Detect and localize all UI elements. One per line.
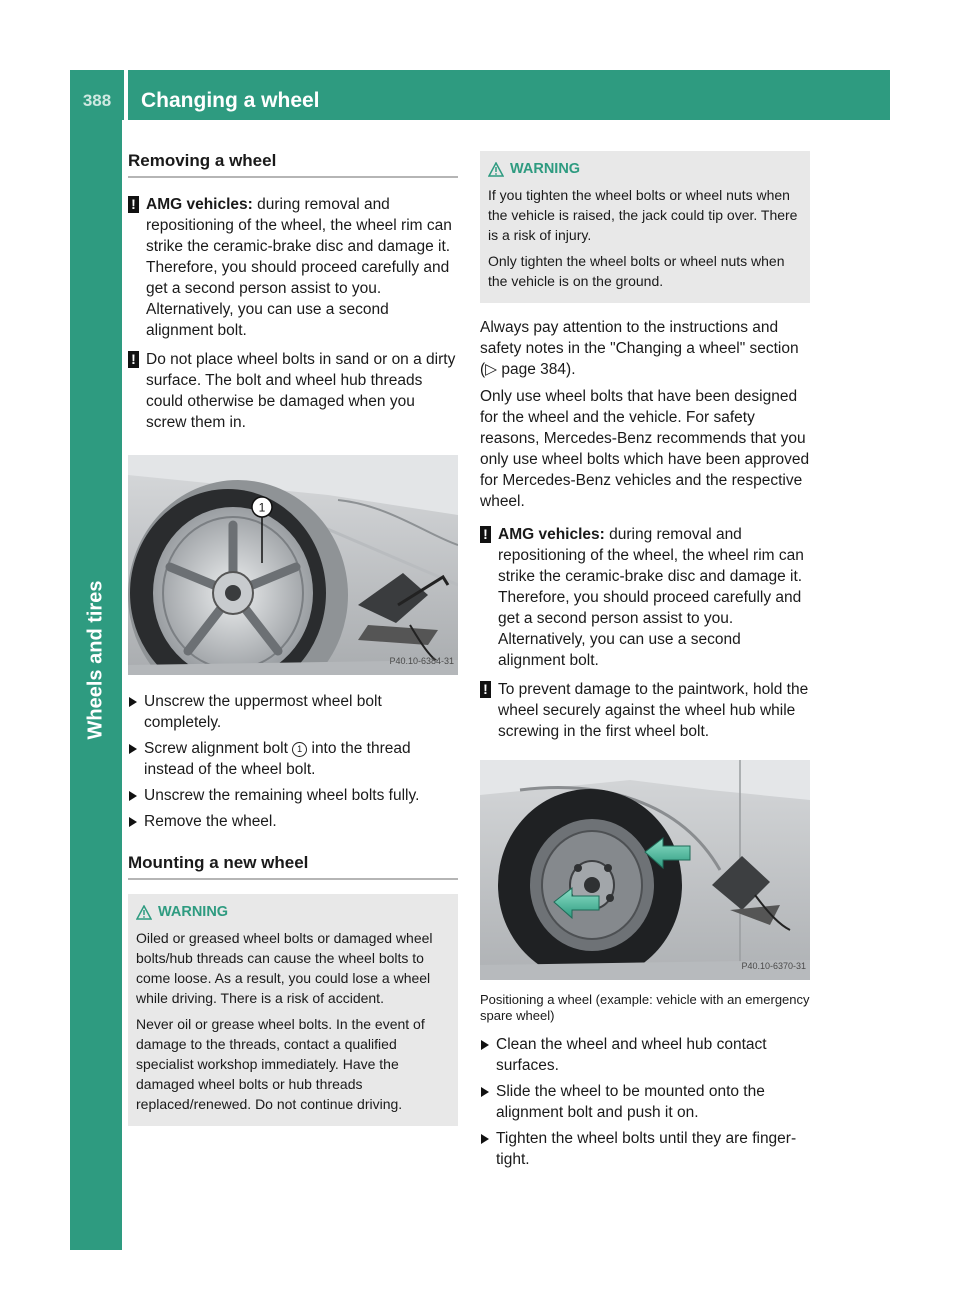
note-paintwork — [480, 679, 810, 742]
callout-1-icon: 1 — [292, 742, 307, 757]
right-column — [480, 151, 810, 1175]
step-item — [480, 1034, 810, 1076]
header-divider — [124, 70, 128, 120]
wheel-removal-drawing — [128, 455, 458, 675]
mounting-heading: Mounting a new wheel — [128, 852, 458, 880]
exclamation-icon: ! — [128, 196, 139, 213]
body-paragraph: Always pay attention to the instructions and safety notes in the "Changing a wheel" section (▷ page 384). — [480, 319, 799, 378]
arrow-icon — [481, 1087, 489, 1097]
exclamation-icon: ! — [480, 681, 491, 698]
side-tab — [70, 120, 122, 1250]
step-item — [128, 811, 458, 832]
step-text: Unscrew the uppermost wheel bolt completely. — [144, 693, 382, 731]
page-title: Changing a wheel — [141, 89, 320, 112]
mounting-steps — [480, 1034, 810, 1170]
arrow-icon — [129, 697, 137, 707]
removing-heading: Removing a wheel — [128, 150, 458, 178]
side-tab-label: Wheels and tires — [84, 580, 107, 740]
step-text: Clean the wheel and wheel hub contact surfaces. — [496, 1036, 767, 1074]
wheel-removal-illustration — [128, 455, 458, 675]
warning-text: If you tighten the wheel bolts or wheel nuts when the vehicle is raised, the jack could tip over. There is a risk of injury. — [488, 187, 798, 243]
arrow-icon — [129, 817, 137, 827]
step-item — [128, 738, 458, 780]
step-text: Screw alignment bolt — [144, 740, 293, 757]
warning-text: Only tighten the wheel bolts or wheel nuts when the vehicle is on the ground. — [488, 253, 785, 289]
note-lead: AMG vehicles: — [498, 526, 605, 543]
warning-text: Oiled or greased wheel bolts or damaged wheel bolts/hub threads can cause the wheel bolts to come loose. As a result, you could lose a wheel while driving. There is a risk of accident. — [136, 930, 433, 1006]
note-text: To prevent damage to the paintwork, hold the wheel securely against the wheel hub while screwing in the first wheel bolt. — [498, 681, 809, 740]
step-text: into the thread instead of the wheel bolt. — [144, 740, 411, 778]
step-text: Unscrew the remaining wheel bolts fully. — [144, 787, 420, 804]
warning-text: Never oil or grease wheel bolts. In the event of damage to the threads, contact a qualified specialist workshop immediately. Have the damaged wheel bolts or hub threads replaced/renewed. Do not continue driving. — [136, 1016, 425, 1112]
figure-caption: Positioning a wheel (example: vehicle with an emergency spare wheel) — [480, 992, 810, 1023]
arrow-icon — [481, 1134, 489, 1144]
removal-steps — [128, 691, 458, 832]
step-item — [480, 1128, 810, 1170]
note-text: Do not place wheel bolts in sand or on a dirty surface. The bolt and wheel hub threads could otherwise be damaged when you screw them in. — [146, 351, 456, 431]
arrow-icon — [129, 744, 137, 754]
exclamation-icon: ! — [480, 526, 491, 543]
step-text: Tighten the wheel bolts until they are finger-tight. — [496, 1130, 797, 1168]
note-text: during removal and repositioning of the wheel, the wheel rim can strike the ceramic-brake disc and damage it. Therefore, you should proceed carefully and get a second person assist to you. Alternatively, you can use a second alignment bolt. — [146, 196, 452, 339]
arrow-icon — [481, 1040, 489, 1050]
step-text: Remove the wheel. — [144, 813, 277, 830]
warning-title — [136, 902, 450, 922]
note-text: during removal and repositioning of the wheel, the wheel rim can strike the ceramic-brake disc and damage it. Therefore, you should proceed carefully and get a second person assist to you. Alternatively, you can use a second alignment bolt. — [498, 526, 804, 669]
warning-box-jack — [480, 151, 810, 303]
warning-icon — [136, 905, 152, 920]
figure-code: P40.10-6370-31 — [741, 961, 806, 971]
step-item — [128, 785, 458, 806]
wheel-mounting-illustration — [480, 760, 810, 980]
warning-title — [488, 159, 802, 179]
note-amg-right — [480, 524, 810, 671]
warning-icon — [488, 162, 504, 177]
note-lead: AMG vehicles: — [146, 196, 253, 213]
left-column — [128, 150, 458, 1126]
warning-label: WARNING — [158, 904, 229, 920]
wheel-mounting-drawing — [480, 760, 810, 980]
figure-code: P40.10-6384-31 — [389, 656, 454, 666]
exclamation-icon: ! — [128, 351, 139, 368]
page-number: 388 — [82, 91, 112, 110]
note-sand — [128, 349, 458, 433]
warning-box-oil — [128, 894, 458, 1126]
note-amg-left — [128, 194, 458, 341]
arrow-icon — [129, 791, 137, 801]
body-paragraph: Only use wheel bolts that have been designed for the wheel and the vehicle. For safety reasons, Mercedes-Benz recommends that you only use wheel bolts which have been approved for Mercedes-Benz vehicles and the respective wheel. — [480, 388, 810, 510]
step-text: Slide the wheel to be mounted onto the alignment bolt and push it on. — [496, 1083, 765, 1121]
callout-1: 1 — [258, 500, 266, 515]
warning-label: WARNING — [510, 161, 581, 177]
side-tab-gap — [70, 1250, 122, 1302]
step-item — [128, 691, 458, 733]
step-item — [480, 1081, 810, 1123]
